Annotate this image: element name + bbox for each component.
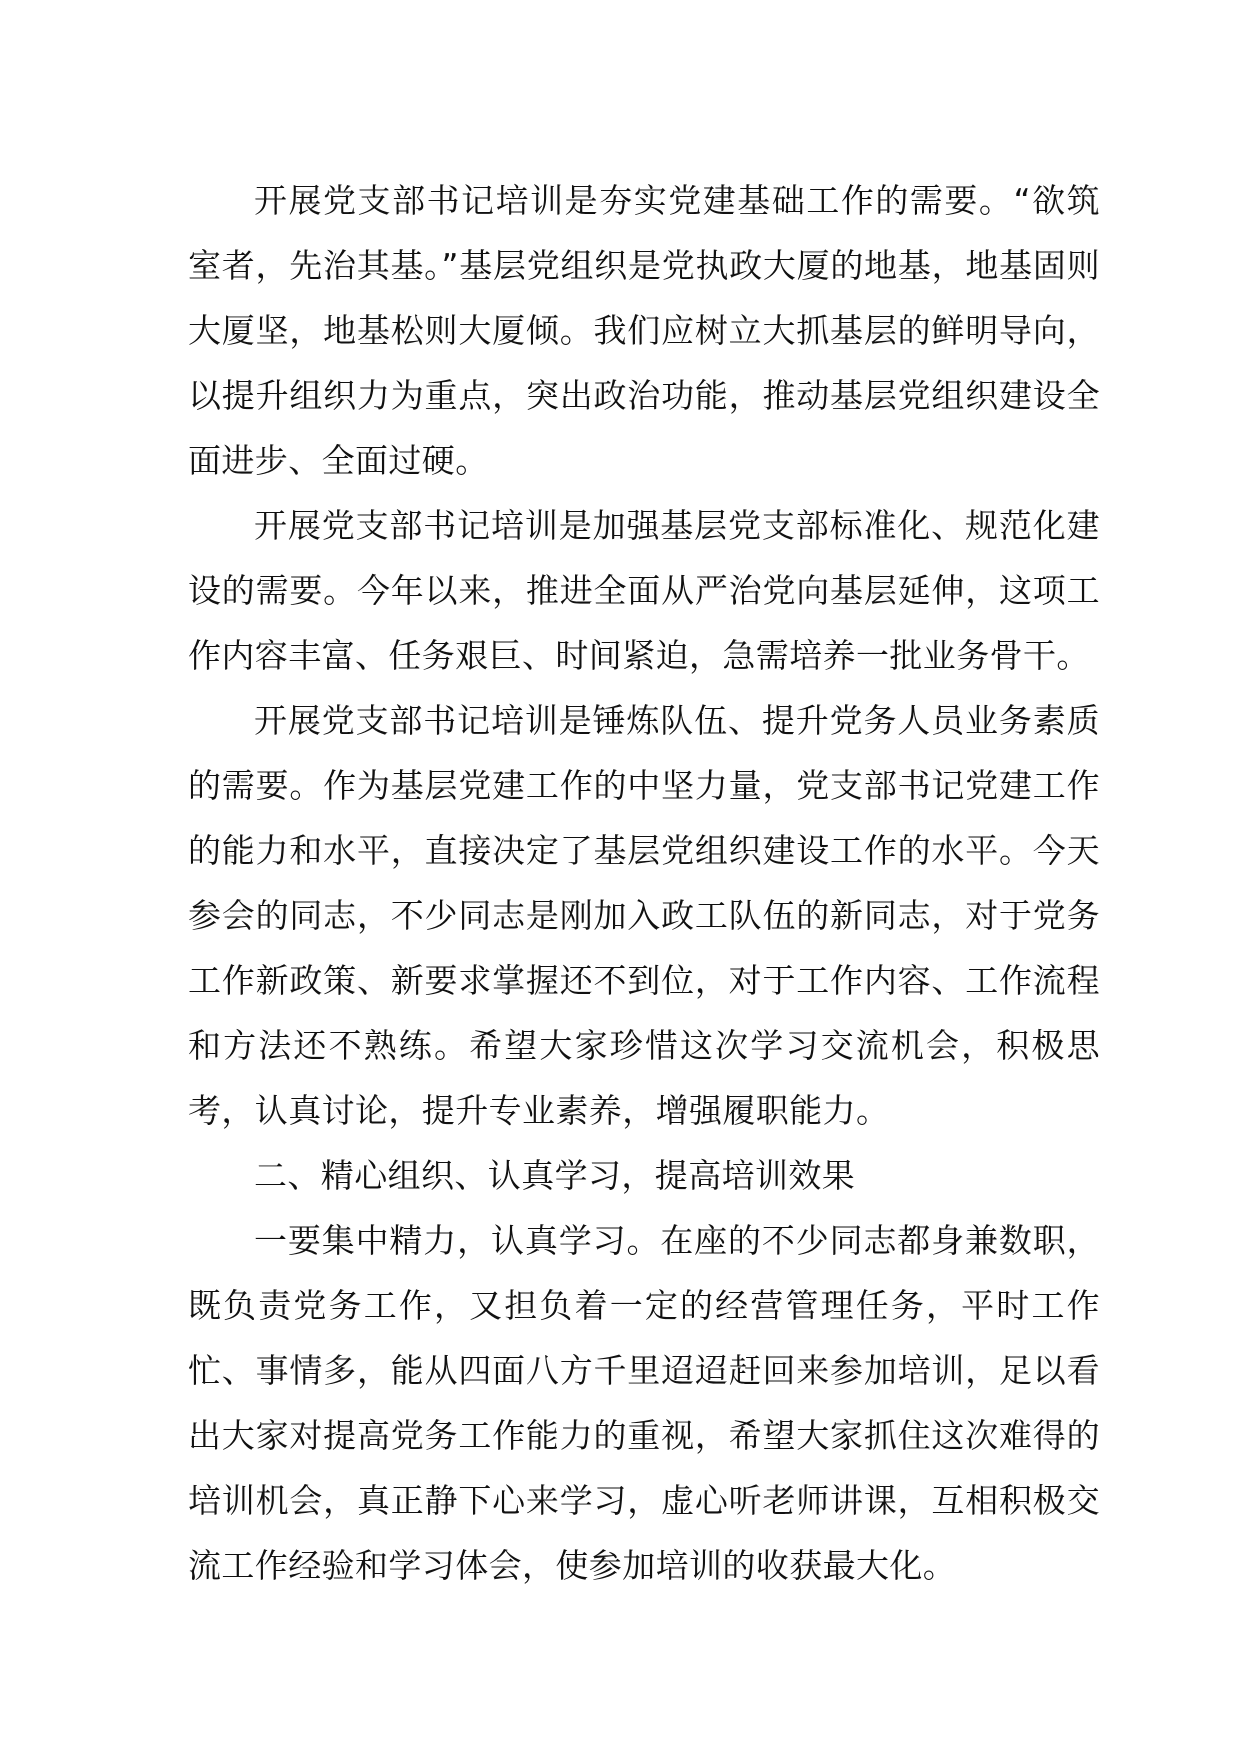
paragraph-standardization: 开展党支部书记培训是加强基层党支部标准化、规范化建设的需要。今年以来，推进全面从严治党向基层延伸，这项工作内容丰富、任务艰巨、时间紧迫，急需培养一批业务骨干。 [188, 506, 1100, 675]
paragraph-team-building: 开展党支部书记培训是锤炼队伍、提升党务人员业务素质的需要。作为基层党建工作的中坚力量，党支部书记党建工作的能力和水平，直接决定了基层党组织建设工作的水平。今天参会的同志，不少同志是刚加入政工队伍的新同志，对于党务工作新政策、新要求掌握还不到位，对于工作内容、工作流程和方法还不熟练。希望大家珍惜这次学习交流机会，积极思考，认真讨论，提升专业素养，增强履职能力。 [188, 701, 1100, 1130]
section-heading: 二、精心组织、认真学习，提高培训效果 [254, 1156, 856, 1195]
paragraph-foundation: 开展党支部书记培训是夯实党建基础工作的需要。“欲筑室者，先治其基。”基层党组织是党执政大厦的地基，地基固则大厦坚，地基松则大厦倾。我们应树立大抓基层的鲜明导向，以提升组织力为重点，突出政治功能，推动基层党组织建设全面进步、全面过硬。 [188, 181, 1100, 480]
paragraph-focus-study: 一要集中精力，认真学习。在座的不少同志都身兼数职，既负责党务工作，又担负着一定的经营管理任务，平时工作忙、事情多，能从四面八方千里迢迢赶回来参加培训，足以看出大家对提高党务工作能力的重视，希望大家抓住这次难得的培训机会，真正静下心来学习，虚心听老师讲课，互相积极交流工作经验和学习体会，使参加培训的收获最大化。 [188, 1221, 1100, 1585]
document-body [188, 168, 1100, 1598]
